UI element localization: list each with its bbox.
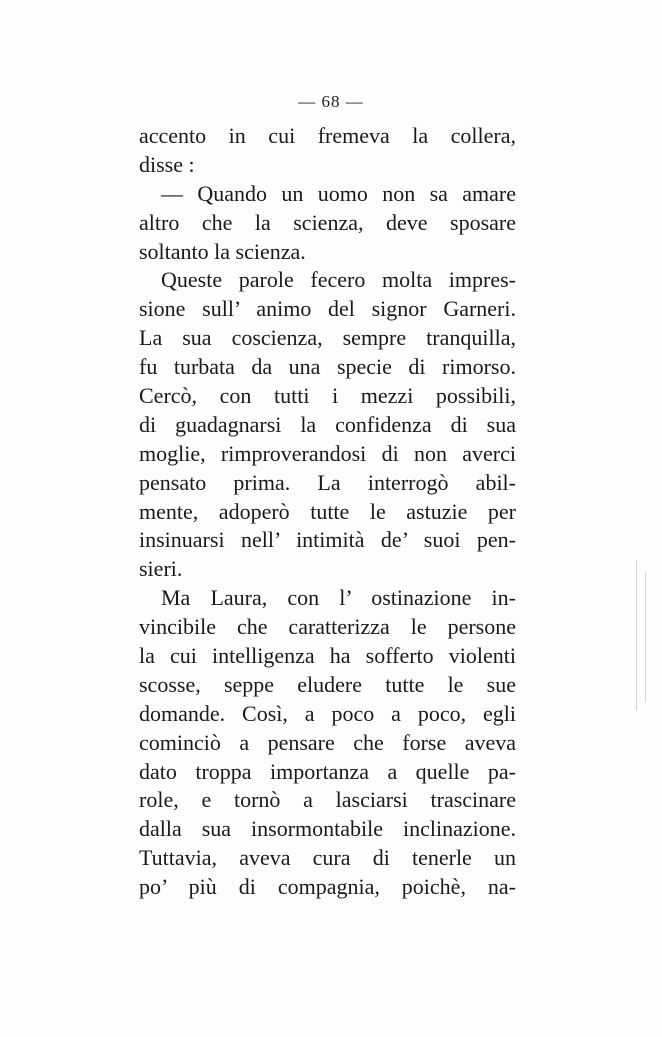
text-line: accento in cui fremeva la collera, xyxy=(139,123,516,148)
text-line: po’ più di compagnia, poichè, na- xyxy=(139,874,516,900)
text-line: soltanto la scienza. xyxy=(139,238,306,264)
text-line: — Quando un uomo non sa amare xyxy=(161,180,516,206)
text-line: Cercò, con tutti i mezzi possibili, xyxy=(139,383,516,409)
text-line: la cui intelligenza ha sofferto violenti xyxy=(139,643,516,669)
text-line: fu turbata da una specie di rimorso. xyxy=(139,354,516,380)
text-line: La sua coscienza, sempre tranquilla, xyxy=(139,325,516,351)
text-line: Tuttavia, aveva cura di tenerle un xyxy=(139,845,516,871)
text-line: di guadagnarsi la confidenza di sua xyxy=(139,411,516,437)
text-line: pensato prima. La interrogò abil- xyxy=(139,469,516,495)
text-line: mente, adoperò tutte le astuzie per xyxy=(139,498,516,524)
text-line: sione sull’ animo del signor Garneri. xyxy=(139,296,516,322)
text-line: insinuarsi nell’ intimità de’ suoi pen- xyxy=(139,527,516,553)
text-line: dato troppa importanza a quelle pa- xyxy=(139,758,516,784)
text-line: dalla sua insormontabile inclinazione. xyxy=(139,816,516,842)
text-line: sieri. xyxy=(139,556,183,582)
text-line: scosse, seppe eludere tutte le sue xyxy=(139,671,516,697)
text-line: role, e tornò a lasciarsi trascinare xyxy=(139,787,516,813)
scan-artifact xyxy=(636,560,651,710)
text-line: altro che la scienza, deve sposare xyxy=(139,209,516,235)
text-line: moglie, rimproverandosi di non averci xyxy=(139,440,516,466)
page-number: — 68 — xyxy=(298,92,364,111)
text-line: Ma Laura, con l’ ostinazione in- xyxy=(161,585,516,611)
text-line: Queste parole fecero molta impres- xyxy=(161,267,516,293)
text-line: cominciò a pensare che forse aveva xyxy=(139,729,516,755)
text-line: domande. Così, a poco a poco, egli xyxy=(139,700,516,726)
text-line: disse : xyxy=(139,151,195,177)
body-text xyxy=(139,122,516,902)
text-line: vincibile che caratterizza le persone xyxy=(139,614,516,640)
